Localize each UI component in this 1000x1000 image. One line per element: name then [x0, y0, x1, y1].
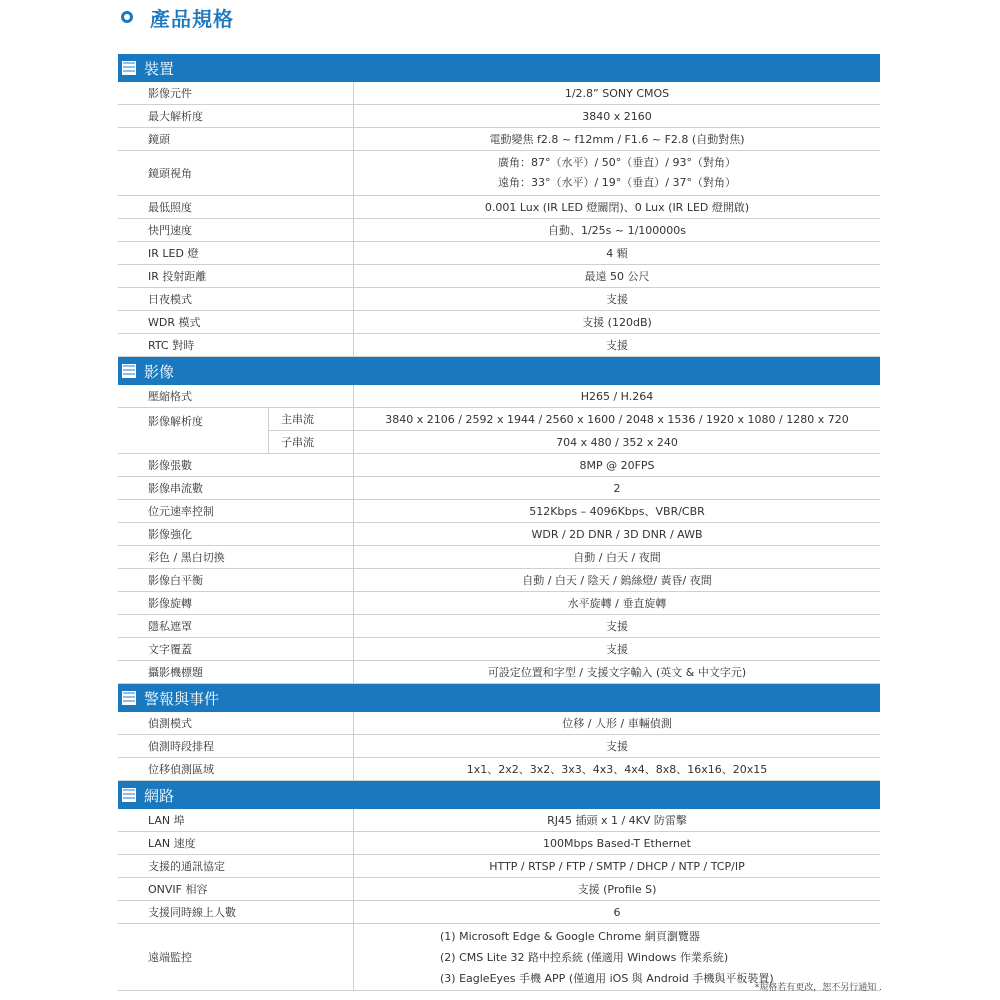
spec-value: 自動 / 白天 / 夜間: [573, 551, 661, 564]
spec-row: [118, 477, 880, 500]
section-grid-icon: [122, 691, 136, 705]
spec-row: [118, 219, 880, 242]
spec-value: 支援: [606, 620, 628, 633]
spec-value: 支援: [606, 339, 628, 352]
spec-row: [118, 196, 880, 219]
spec-value-line: 廣角：87°（水平）/ 50°（垂直）/ 93°（對角）: [498, 156, 736, 169]
section-header-alarm: [118, 684, 880, 712]
spec-row: [118, 661, 880, 684]
spec-value: 支援 (120dB): [582, 316, 652, 329]
section-label: 網路: [144, 786, 175, 805]
section-grid-icon: [122, 788, 136, 802]
spec-row: [118, 638, 880, 661]
section-header-network: [118, 781, 880, 809]
spec-row: [118, 878, 880, 901]
spec-value: 支援: [606, 740, 628, 753]
spec-label: IR 投射距離: [118, 265, 354, 287]
spec-label: 影像強化: [118, 523, 354, 545]
spec-label: 日夜模式: [118, 288, 354, 310]
spec-value: 2: [613, 481, 621, 495]
spec-label: 影像白平衡: [118, 569, 354, 591]
spec-value: 支援 (Profile S): [577, 883, 657, 896]
spec-row: [118, 546, 880, 569]
spec-row: [118, 758, 880, 781]
spec-row: [118, 128, 880, 151]
spec-label: 支援的通訊協定: [118, 855, 354, 877]
spec-row: [118, 265, 880, 288]
spec-value: 支援: [606, 293, 628, 306]
spec-row: [118, 288, 880, 311]
spec-row: [118, 901, 880, 924]
spec-row: [118, 385, 880, 408]
stream-row-main: [269, 408, 880, 431]
spec-value: 水平旋轉 / 垂直旋轉: [567, 597, 667, 610]
footnote: *規格若有更改，恕不另行通知 .: [754, 983, 882, 993]
spec-value: 3840 x 2160: [582, 109, 652, 123]
stream-value: 704 x 480 / 352 x 240: [556, 435, 678, 449]
spec-label: 彩色 / 黑白切換: [118, 546, 354, 568]
spec-label: 影像元件: [118, 82, 354, 104]
spec-label: 影像張數: [118, 454, 354, 476]
spec-value: HTTP / RTSP / FTP / SMTP / DHCP / NTP / TCP/IP: [489, 859, 745, 873]
spec-value: 最遠 50 公尺: [584, 270, 650, 283]
section-header-video: [118, 357, 880, 385]
spec-label: 鏡頭: [118, 128, 354, 150]
spec-label: 攝影機標題: [118, 661, 354, 683]
spec-label: WDR 模式: [118, 311, 354, 333]
spec-value: 100Mbps Based-T Ethernet: [542, 836, 691, 850]
spec-value: 6: [613, 905, 621, 919]
spec-label: 偵測模式: [118, 712, 354, 734]
page-header: [118, 4, 234, 30]
spec-value-line: (1) Microsoft Edge & Google Chrome 網頁瀏覽器: [440, 929, 700, 943]
spec-label: IR LED 燈: [118, 242, 354, 264]
spec-label: 最大解析度: [118, 105, 354, 127]
section-label: 影像: [144, 362, 175, 381]
spec-label: ONVIF 相容: [118, 878, 354, 900]
spec-label: 遠端監控: [118, 924, 354, 990]
spec-value: 可設定位置和字型 / 支援文字輸入 (英文 & 中文字元): [487, 666, 747, 679]
circle-bullet-icon: [118, 8, 136, 26]
spec-value: 512Kbps – 4096Kbps、VBR/CBR: [529, 505, 705, 518]
spec-label: 位元速率控制: [118, 500, 354, 522]
spec-value: H265 / H.264: [580, 389, 654, 403]
spec-label: LAN 速度: [118, 832, 354, 854]
spec-row: [118, 735, 880, 758]
spec-value: [354, 151, 880, 195]
spec-label: 影像解析度: [118, 408, 269, 453]
spec-value: 自動 / 白天 / 陰天 / 鎢絲燈/ 黃昏/ 夜間: [522, 574, 712, 587]
section-label: 警報與事件: [144, 689, 220, 708]
stream-label: 主串流: [269, 408, 354, 430]
spec-row: [118, 105, 880, 128]
spec-row: [118, 809, 880, 832]
section-header-device: [118, 54, 880, 82]
spec-value: RJ45 插頭 x 1 / 4KV 防雷擊: [547, 814, 687, 827]
spec-value-line: (2) CMS Lite 32 路中控系統 (僅適用 Windows 作業系統): [440, 950, 729, 964]
spec-row: [118, 855, 880, 878]
spec-value: WDR / 2D DNR / 3D DNR / AWB: [531, 527, 703, 541]
spec-value-line: 遠角：33°（水平）/ 19°（垂直）/ 37°（對角）: [498, 176, 736, 189]
spec-value: 自動、1/25s ~ 1/100000s: [547, 224, 687, 237]
stream-label: 子串流: [269, 431, 354, 453]
stream-row-sub: [269, 431, 880, 453]
spec-row: [118, 334, 880, 357]
resolution-group: [118, 408, 880, 454]
spec-row: [118, 523, 880, 546]
spec-label: 壓縮格式: [118, 385, 354, 407]
section-grid-icon: [122, 61, 136, 75]
spec-value: 位移 / 人形 / 車輛偵測: [562, 717, 672, 730]
spec-row: [118, 615, 880, 638]
spec-value: 1/2.8” SONY CMOS: [564, 86, 670, 100]
spec-value: 電動變焦 f2.8 ~ f12mm / F1.6 ~ F2.8 (自動對焦): [489, 133, 745, 146]
spec-row: [118, 832, 880, 855]
spec-label: 影像串流數: [118, 477, 354, 499]
spec-value-line: (3) EagleEyes 手機 APP (僅適用 iOS 與 Android 手機與平板裝置): [440, 971, 774, 985]
spec-row: [118, 569, 880, 592]
spec-row: [118, 454, 880, 477]
page-title: 產品規格: [150, 6, 234, 31]
spec-label: 影像旋轉: [118, 592, 354, 614]
spec-value: 0.001 Lux (IR LED 燈關閉)、0 Lux (IR LED 燈開啟): [484, 201, 750, 214]
section-label: 裝置: [144, 59, 175, 78]
spec-label: 位移偵測區域: [118, 758, 354, 780]
spec-label: 最低照度: [118, 196, 354, 218]
spec-label: 隱私遮罩: [118, 615, 354, 637]
spec-row: [118, 151, 880, 196]
stream-value: 3840 x 2106 / 2592 x 1944 / 2560 x 1600 / 2048 x 1536 / 1920 x 1080 / 1280 x 720: [385, 412, 849, 426]
spec-row: [118, 242, 880, 265]
section-grid-icon: [122, 364, 136, 378]
spec-row: [118, 500, 880, 523]
spec-label: LAN 埠: [118, 809, 354, 831]
spec-label: 鏡頭視角: [118, 151, 354, 195]
spec-value: 1x1、2x2、3x2、3x3、4x3、4x4、8x8、16x16、20x15: [466, 763, 768, 776]
spec-row: [118, 712, 880, 735]
spec-value: 支援: [606, 643, 628, 656]
spec-label: 支援同時線上人數: [118, 901, 354, 923]
spec-value: 4 顆: [606, 247, 628, 260]
spec-table: [118, 54, 880, 991]
resolution-streams: [269, 408, 880, 453]
spec-label: RTC 對時: [118, 334, 354, 356]
spec-row: [118, 592, 880, 615]
spec-row: [118, 311, 880, 334]
spec-value: 8MP @ 20FPS: [579, 458, 655, 472]
spec-row: [118, 82, 880, 105]
spec-label: 快門速度: [118, 219, 354, 241]
spec-label: 文字覆蓋: [118, 638, 354, 660]
spec-label: 偵測時段排程: [118, 735, 354, 757]
